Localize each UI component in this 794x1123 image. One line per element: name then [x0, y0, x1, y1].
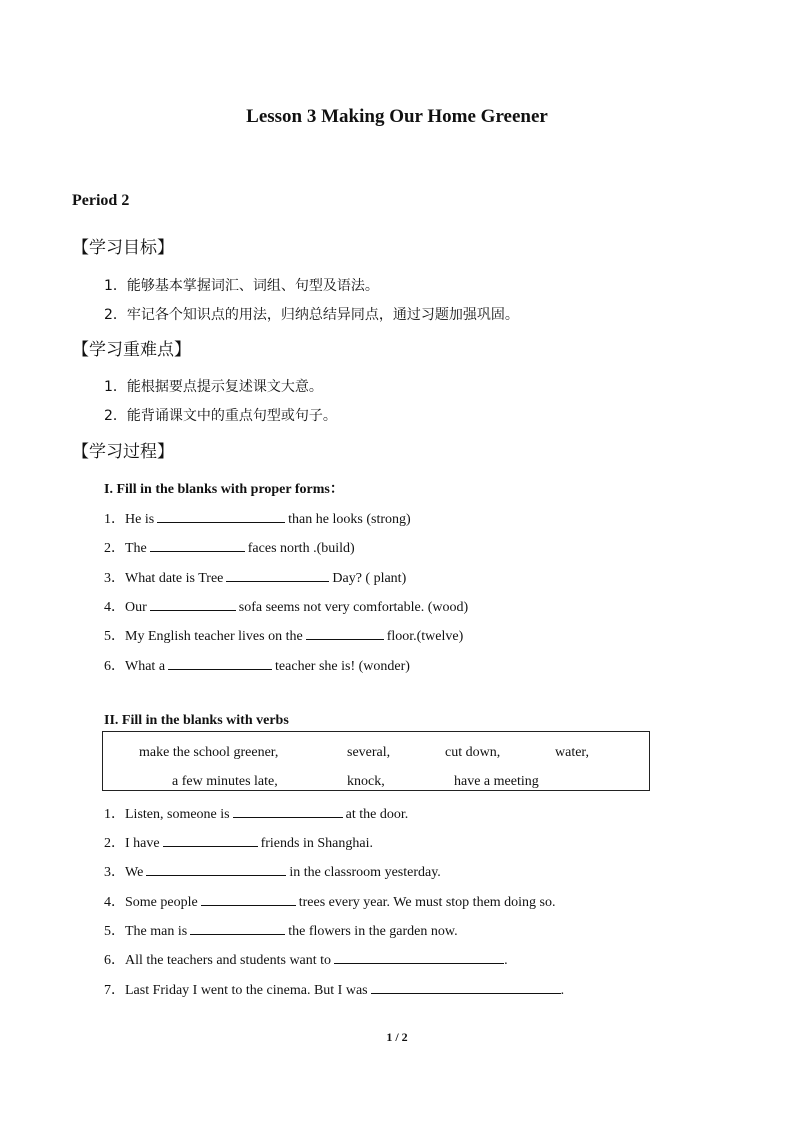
answer-blank[interactable]	[190, 920, 285, 935]
answer-blank[interactable]	[306, 625, 384, 640]
word-option: knock,	[347, 774, 385, 789]
answer-blank[interactable]	[157, 508, 285, 523]
part2-question: 3．We in the classroom yesterday.	[104, 861, 441, 881]
key-point-item: 1．能根据要点提示复述课文大意。	[104, 379, 323, 395]
part1-question: 4．Our sofa seems not very comfortable. (wood)	[104, 596, 468, 616]
part1-question: 3．What date is Tree Day? ( plant)	[104, 567, 406, 587]
part1-question: 6．What a teacher she is! (wonder)	[104, 655, 410, 675]
part2-question: 7．Last Friday I went to the cinema. But I was .	[104, 979, 564, 999]
answer-blank[interactable]	[150, 596, 236, 611]
answer-blank[interactable]	[168, 655, 272, 670]
word-option: a few minutes late,	[172, 774, 278, 789]
part1-question: 2．The faces north .(build)	[104, 537, 355, 557]
part2-question: 4．Some people trees every year. We must stop them doing so.	[104, 891, 556, 911]
part1-question: 5．My English teacher lives on the floor.(twelve)	[104, 625, 463, 645]
page-title: Lesson 3 Making Our Home Greener	[246, 106, 548, 127]
word-option: water,	[555, 745, 590, 760]
answer-blank[interactable]	[334, 949, 504, 964]
part2-question: 5．The man is the flowers in the garden now.	[104, 920, 458, 940]
part1-heading: I. Fill in the blanks with proper forms：	[104, 482, 344, 497]
period-label: Period 2	[72, 192, 130, 209]
page-number: 1 / 2	[386, 1030, 408, 1044]
word-option: have a meeting	[454, 774, 539, 789]
answer-blank[interactable]	[226, 567, 329, 582]
part1-question: 1．He is than he looks (strong)	[104, 508, 411, 528]
word-option: make the school greener,	[139, 745, 279, 760]
answer-blank[interactable]	[146, 861, 286, 876]
part2-question: 2．I have friends in Shanghai.	[104, 832, 373, 852]
answer-blank[interactable]	[150, 537, 245, 552]
key-points-heading: 【学习重难点】	[72, 340, 191, 360]
answer-blank[interactable]	[201, 891, 296, 906]
answer-blank[interactable]	[163, 832, 258, 847]
part2-heading: II. Fill in the blanks with verbs	[104, 713, 289, 728]
key-point-item: 2．能背诵课文中的重点句型或句子。	[104, 408, 337, 424]
process-heading: 【学习过程】	[72, 442, 174, 462]
word-box	[102, 731, 650, 791]
part2-question: 6．All the teachers and students want to .	[104, 949, 508, 969]
objective-item: 1．能够基本掌握词汇、词组、句型及语法。	[104, 278, 379, 294]
answer-blank[interactable]	[233, 803, 343, 818]
objective-item: 2．牢记各个知识点的用法，归纳总结异同点，通过习题加强巩固。	[104, 307, 519, 323]
word-option: cut down,	[445, 745, 501, 760]
part2-question: 1．Listen, someone is at the door.	[104, 803, 408, 823]
objectives-heading: 【学习目标】	[72, 238, 174, 258]
answer-blank[interactable]	[371, 979, 561, 994]
word-option: several,	[347, 745, 391, 760]
